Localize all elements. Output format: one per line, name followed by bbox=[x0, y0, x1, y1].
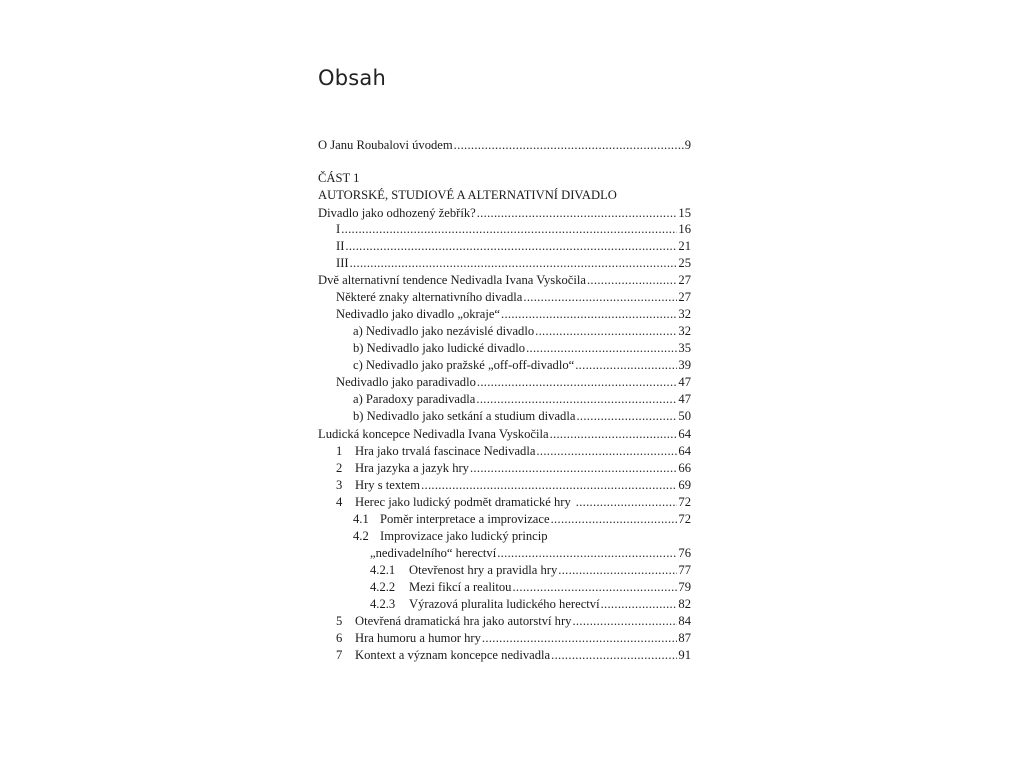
leader-dots bbox=[497, 545, 677, 562]
toc-page-number: 72 bbox=[678, 512, 691, 526]
toc-entry-number: 1 bbox=[336, 444, 343, 458]
toc-page-number: 64 bbox=[678, 444, 691, 458]
toc-entry-number: 4.2.1 bbox=[370, 563, 396, 577]
leader-dots bbox=[576, 494, 678, 511]
toc-page-number: 47 bbox=[678, 375, 691, 389]
leader-dots bbox=[523, 289, 677, 306]
toc-page-number: 27 bbox=[678, 273, 691, 287]
toc-entry-text: Výrazová pluralita ludického herectví bbox=[409, 597, 600, 611]
leader-dots bbox=[421, 477, 677, 494]
leader-dots bbox=[512, 579, 677, 596]
toc-entry[interactable] bbox=[336, 443, 691, 460]
toc-entry[interactable] bbox=[336, 238, 691, 255]
toc-page-number: 32 bbox=[678, 324, 691, 338]
toc-page-number: 79 bbox=[678, 580, 691, 594]
toc-entry[interactable] bbox=[336, 460, 691, 477]
toc-entry[interactable] bbox=[353, 408, 691, 425]
toc-entry-number: 2 bbox=[336, 461, 343, 475]
leader-dots bbox=[345, 238, 677, 255]
leader-dots bbox=[476, 391, 677, 408]
leader-dots bbox=[558, 562, 677, 579]
leader-dots bbox=[477, 374, 678, 391]
toc-entry-text: b) Nedivadlo jako ludické divadlo bbox=[353, 341, 526, 355]
toc-entry-text: Mezi fikcí a realitou bbox=[409, 580, 512, 594]
toc-page-number: 47 bbox=[678, 392, 691, 406]
toc-entry-number: 5 bbox=[336, 614, 343, 628]
toc-entry-text: a) Nedivadlo jako nezávislé divadlo bbox=[353, 324, 535, 338]
leader-dots bbox=[526, 340, 677, 357]
leader-dots bbox=[551, 647, 677, 664]
toc-entry-number: 4 bbox=[336, 495, 343, 509]
toc-entry[interactable] bbox=[318, 426, 691, 443]
toc-page-number: 64 bbox=[678, 427, 691, 441]
toc-entry[interactable] bbox=[353, 391, 691, 408]
leader-dots bbox=[477, 205, 678, 222]
toc-intro-entry[interactable] bbox=[318, 137, 691, 154]
toc-page-number: 77 bbox=[678, 563, 691, 577]
toc-entry[interactable] bbox=[336, 647, 691, 664]
toc-page-number: 21 bbox=[678, 239, 691, 253]
toc-page-number: 25 bbox=[678, 256, 691, 270]
toc-entry[interactable] bbox=[336, 494, 691, 511]
toc-entry-text: Ludická koncepce Nedivadla Ivana Vyskočila bbox=[318, 427, 549, 441]
toc-entry[interactable] bbox=[353, 357, 691, 374]
toc-page-number: 87 bbox=[678, 631, 691, 645]
leader-dots bbox=[350, 255, 678, 272]
leader-dots bbox=[587, 272, 677, 289]
toc-entry[interactable] bbox=[353, 323, 691, 340]
toc-entry-text: Hra jazyka a jazyk hry bbox=[355, 461, 469, 475]
toc-page-number: 76 bbox=[678, 546, 691, 560]
toc-page-number: 66 bbox=[678, 461, 691, 475]
toc-entry-text: c) Nedivadlo jako pražské „off-off-divadlo“ bbox=[353, 358, 575, 372]
toc-entry-text: Divadlo jako odhozený žebřík? bbox=[318, 206, 476, 220]
toc-entry-text: Otevřená dramatická hra jako autorství hry bbox=[355, 614, 572, 628]
toc-entry-text: II bbox=[336, 239, 345, 253]
toc-entry[interactable] bbox=[336, 477, 691, 494]
toc-page-number: 50 bbox=[678, 409, 691, 423]
leader-dots bbox=[575, 357, 677, 374]
toc-entry-number: 3 bbox=[336, 478, 343, 492]
toc-entry-text: a) Paradoxy paradivadla bbox=[353, 392, 476, 406]
leader-dots bbox=[501, 306, 677, 323]
toc-page-number: 35 bbox=[678, 341, 691, 355]
toc-entry[interactable] bbox=[336, 289, 691, 306]
toc-entry[interactable] bbox=[370, 579, 691, 596]
toc-entry-text: Dvě alternativní tendence Nedivadla Ivana Vyskočila bbox=[318, 273, 586, 287]
toc-entry[interactable] bbox=[336, 255, 691, 272]
toc-entry-number: 4.1 bbox=[353, 512, 369, 526]
toc-entry-text: Hra jako trvalá fascinace Nedivadla bbox=[355, 444, 536, 458]
toc-entry[interactable] bbox=[353, 511, 691, 528]
toc-entry[interactable] bbox=[336, 613, 691, 630]
toc-entry-text: Poměr interpretace a improvizace bbox=[380, 512, 550, 526]
toc-entry-text: Herec jako ludický podmět dramatické hry bbox=[355, 495, 571, 509]
leader-dots bbox=[551, 511, 678, 528]
toc-entry-number: 4.2.3 bbox=[370, 597, 396, 611]
leader-dots bbox=[482, 630, 677, 647]
toc-page-number: 84 bbox=[678, 614, 691, 628]
toc-entry-text: III bbox=[336, 256, 349, 270]
toc-entry[interactable] bbox=[336, 630, 691, 647]
part-heading: AUTORSKÉ, STUDIOVÉ A ALTERNATIVNÍ DIVADLO bbox=[318, 188, 617, 202]
toc-entry[interactable] bbox=[318, 205, 691, 222]
toc-page-number: 39 bbox=[678, 358, 691, 372]
toc-entry-text: „nedivadelního“ herectví bbox=[370, 546, 497, 560]
leader-dots bbox=[535, 323, 677, 340]
toc-entry[interactable] bbox=[353, 340, 691, 357]
toc-entry-text: b) Nedivadlo jako setkání a studium divadla bbox=[353, 409, 576, 423]
toc-entry[interactable] bbox=[336, 306, 691, 323]
toc-page-number: 9 bbox=[684, 138, 691, 152]
leader-dots bbox=[536, 443, 677, 460]
toc-entry[interactable] bbox=[370, 545, 691, 562]
toc-entry-text: Otevřenost hry a pravidla hry bbox=[409, 563, 558, 577]
toc-entry-number: 6 bbox=[336, 631, 343, 645]
leader-dots bbox=[454, 137, 684, 154]
toc-entry[interactable] bbox=[353, 528, 548, 545]
toc-entry[interactable] bbox=[318, 272, 691, 289]
toc-entry-number: 7 bbox=[336, 648, 343, 662]
toc-page-number: 69 bbox=[678, 478, 691, 492]
toc-entry-text: Improvizace jako ludický princip bbox=[380, 529, 548, 543]
toc-page-number: 27 bbox=[678, 290, 691, 304]
toc-entry[interactable] bbox=[336, 374, 691, 391]
toc-entry-text: Nedivadlo jako paradivadlo bbox=[336, 375, 476, 389]
toc-entry-text: Kontext a význam koncepce nedivadla bbox=[355, 648, 551, 662]
toc-page-number: 15 bbox=[678, 206, 691, 220]
toc-page-number: 16 bbox=[678, 222, 691, 236]
toc-page-number: 82 bbox=[678, 597, 691, 611]
page-title: Obsah bbox=[318, 66, 386, 90]
toc-page-number: 72 bbox=[678, 495, 691, 509]
toc-entry-number: 4.2 bbox=[353, 529, 369, 543]
leader-dots bbox=[576, 408, 677, 425]
leader-dots bbox=[572, 613, 677, 630]
leader-dots bbox=[601, 596, 678, 613]
toc-entry-text: O Janu Roubalovi úvodem bbox=[318, 138, 453, 152]
toc-entry-text: I bbox=[336, 222, 341, 236]
toc-page-number: 91 bbox=[678, 648, 691, 662]
toc-entry-text: Nedivadlo jako divadlo „okraje“ bbox=[336, 307, 501, 321]
leader-dots bbox=[550, 426, 678, 443]
toc-entry-text: Hra humoru a humor hry bbox=[355, 631, 481, 645]
toc-entry-text: Hry s textem bbox=[355, 478, 421, 492]
leader-dots bbox=[470, 460, 677, 477]
leader-dots bbox=[341, 221, 677, 238]
toc-entry-number: 4.2.2 bbox=[370, 580, 396, 594]
toc-entry[interactable] bbox=[370, 596, 691, 613]
part-label: ČÁST 1 bbox=[318, 171, 360, 185]
toc-page-number: 32 bbox=[678, 307, 691, 321]
toc-entry[interactable] bbox=[336, 221, 691, 238]
toc-entry-text: Některé znaky alternativního divadla bbox=[336, 290, 523, 304]
toc-entry[interactable] bbox=[370, 562, 691, 579]
